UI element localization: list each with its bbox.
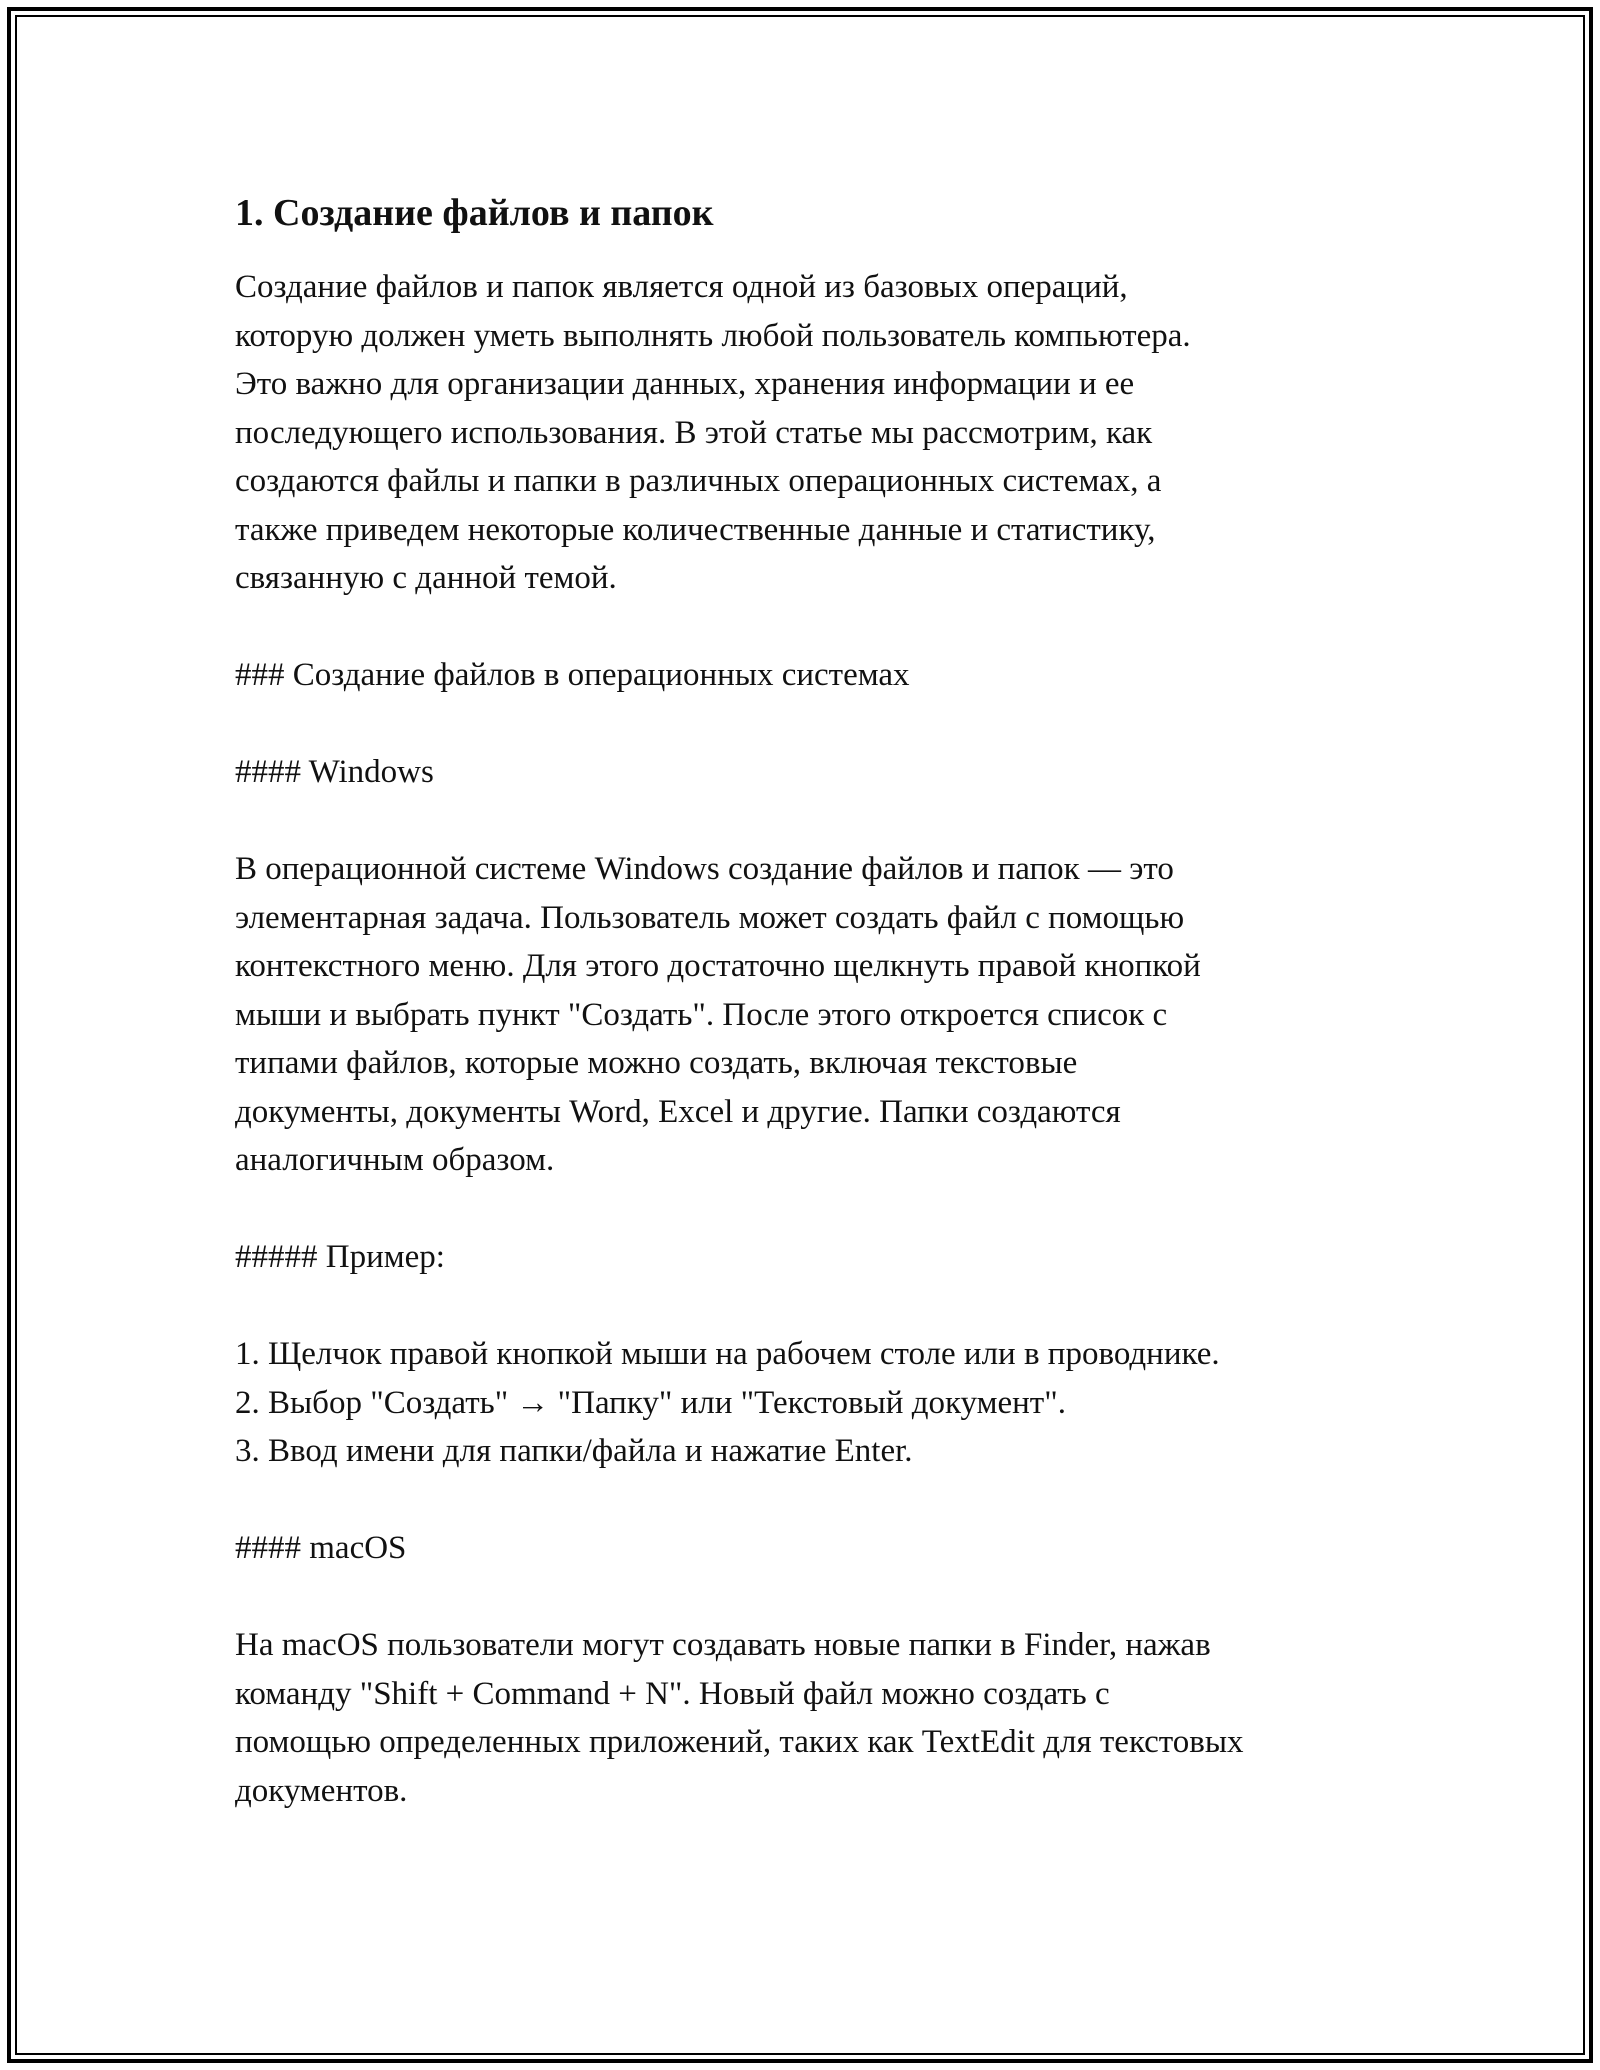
- macos-paragraph: На macOS пользователи могут создавать новые папки в Finder, нажав команду "Shift + Command + N". Новый файл можно создать с помощью определенных приложений, таких как TextEdit для текстовых документов.: [235, 1627, 1244, 1809]
- heading-macos: #### macOS: [235, 1530, 407, 1566]
- spacer: [235, 1573, 1385, 1622]
- spacer: [235, 1282, 1385, 1331]
- list-item: 3. Ввод имени для папки/файла и нажатие Enter.: [235, 1433, 913, 1469]
- heading-file-creation: ### Создание файлов в операционных системах: [235, 657, 910, 693]
- document-body: [235, 185, 1385, 1815]
- spacer: [235, 1185, 1385, 1234]
- windows-paragraph: В операционной системе Windows создание файлов и папок — это элементарная задача. Пользователь может создать файл с помощью контекстного меню. Для этого достаточно щелкнуть правой кнопкой мыши и выбрать пункт "Создать". После этого откроется список с типами файлов, которые можно создать, включая текстовые документы, документы Word, Excel и другие. Папки создаются аналогичным образом.: [235, 851, 1201, 1178]
- list-item: 1. Щелчок правой кнопкой мыши на рабочем столе или в проводнике.: [235, 1336, 1220, 1372]
- intro-paragraph: Создание файлов и папок является одной из базовых операций, которую должен уметь выполнять любой пользователь компьютера. Это важно для организации данных, хранения информации и ее последующего использования. В этой статье мы рассмотрим, как создаются файлы и папки в различных операционных системах, а также приведем некоторые количественные данные и статистику, связанную с данной темой.: [235, 269, 1191, 596]
- spacer: [235, 700, 1385, 749]
- spacer: [235, 1476, 1385, 1525]
- heading-windows: #### Windows: [235, 754, 434, 790]
- heading-example: ##### Пример:: [235, 1239, 445, 1275]
- steps-list: [235, 1330, 1385, 1476]
- list-item: 2. Выбор "Создать" → "Папку" или "Текстовый документ".: [235, 1384, 1066, 1421]
- spacer: [235, 797, 1385, 846]
- document-title: 1. Создание файлов и папок: [235, 192, 714, 234]
- spacer: [235, 603, 1385, 652]
